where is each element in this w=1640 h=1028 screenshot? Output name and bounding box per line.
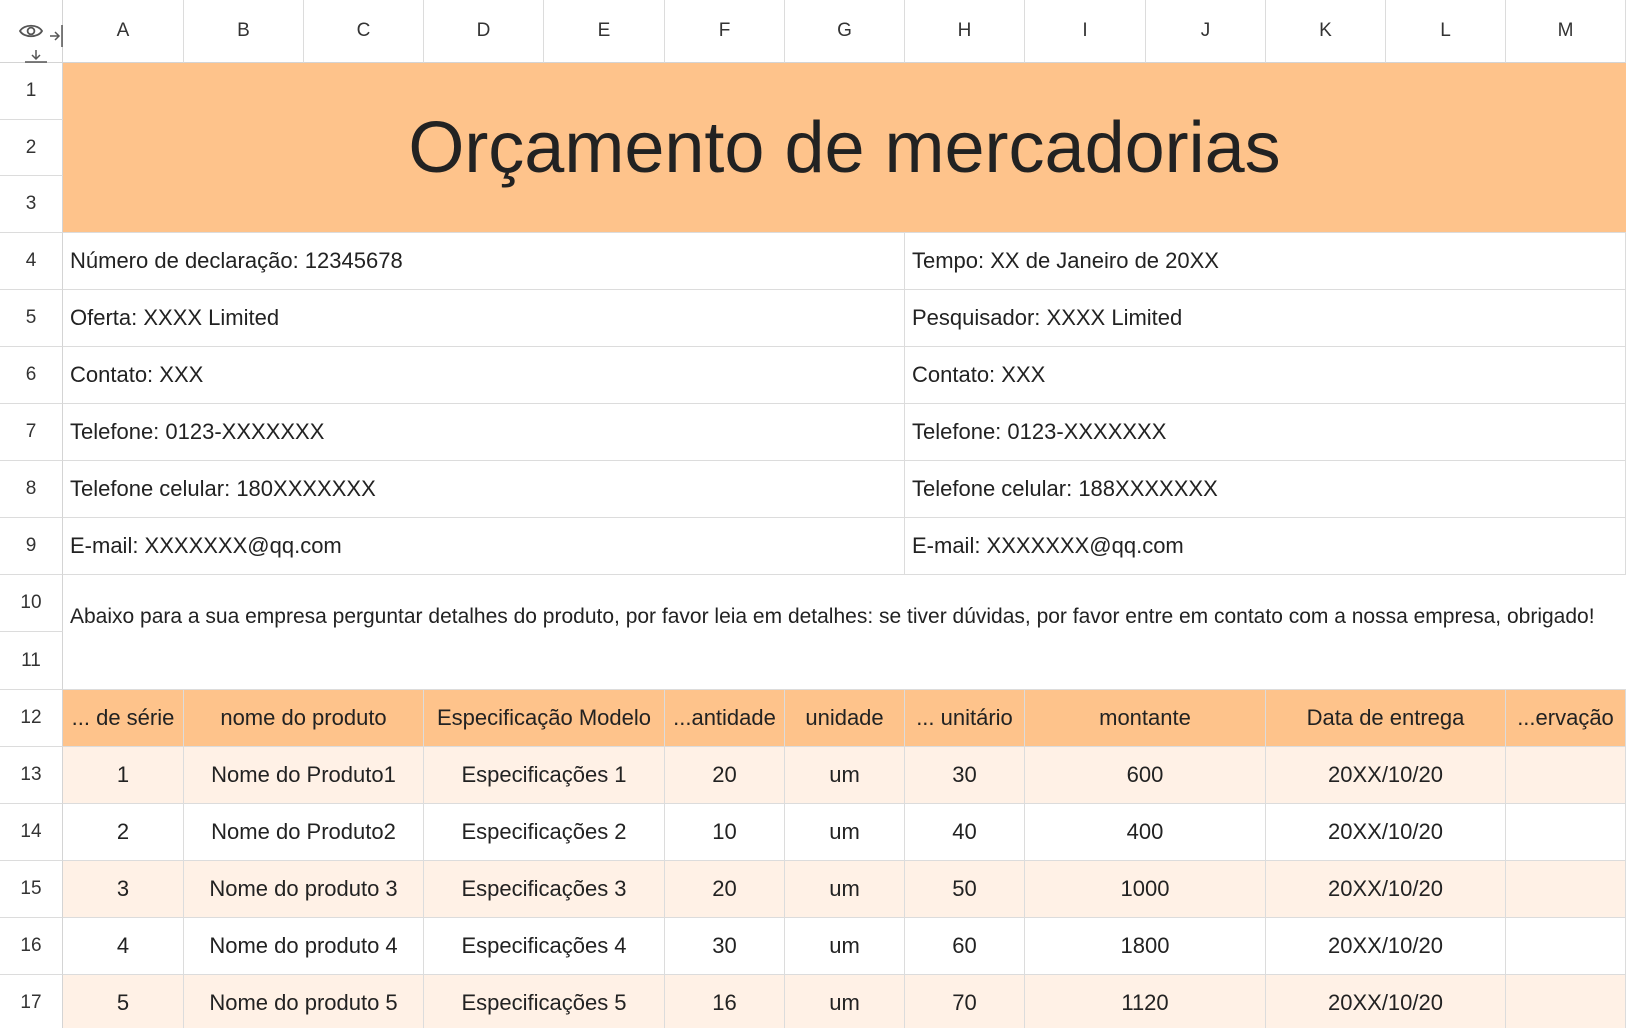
column-header-f[interactable]: F bbox=[665, 0, 785, 63]
table-cell-delivery-date[interactable]: 20XX/10/20 bbox=[1266, 918, 1506, 975]
table-cell-product-name[interactable]: Nome do Produto2 bbox=[184, 804, 424, 861]
info-left-5[interactable]: Telefone celular: 180XXXXXXX bbox=[63, 461, 905, 518]
table-cell-unit[interactable]: um bbox=[785, 804, 905, 861]
table-cell-amount[interactable]: 1000 bbox=[1025, 861, 1266, 918]
table-cell-product-name[interactable]: Nome do produto 5 bbox=[184, 975, 424, 1028]
select-all-corner[interactable] bbox=[0, 0, 63, 63]
column-header-d[interactable]: D bbox=[424, 0, 544, 63]
row-header-14[interactable]: 14 bbox=[0, 804, 63, 861]
row-header-16[interactable]: 16 bbox=[0, 918, 63, 975]
column-header-b[interactable]: B bbox=[184, 0, 304, 63]
table-cell-product-name[interactable]: Nome do produto 4 bbox=[184, 918, 424, 975]
table-cell-quantity[interactable]: 10 bbox=[665, 804, 785, 861]
table-header-unit[interactable]: unidade bbox=[785, 690, 905, 747]
row-header-11[interactable]: 11 bbox=[0, 632, 63, 690]
table-cell-quantity[interactable]: 20 bbox=[665, 861, 785, 918]
table-header-unit-price[interactable]: ... unitário bbox=[905, 690, 1025, 747]
table-cell-specification[interactable]: Especificações 1 bbox=[424, 747, 665, 804]
table-cell-delivery-date[interactable]: 20XX/10/20 bbox=[1266, 861, 1506, 918]
table-cell-serial[interactable]: 5 bbox=[63, 975, 184, 1028]
table-cell-delivery-date[interactable]: 20XX/10/20 bbox=[1266, 804, 1506, 861]
info-right-5[interactable]: Telefone celular: 188XXXXXXX bbox=[905, 461, 1626, 518]
table-cell-quantity[interactable]: 20 bbox=[665, 747, 785, 804]
table-cell-unit-price[interactable]: 60 bbox=[905, 918, 1025, 975]
info-left-3[interactable]: Contato: XXX bbox=[63, 347, 905, 404]
info-right-1[interactable]: Tempo: XX de Janeiro de 20XX bbox=[905, 233, 1626, 290]
table-cell-product-name[interactable]: Nome do produto 3 bbox=[184, 861, 424, 918]
table-cell-specification[interactable]: Especificações 5 bbox=[424, 975, 665, 1028]
table-header-product-name[interactable]: nome do produto bbox=[184, 690, 424, 747]
row-header-2[interactable]: 2 bbox=[0, 120, 63, 176]
info-right-4[interactable]: Telefone: 0123-XXXXXXX bbox=[905, 404, 1626, 461]
table-cell-remark[interactable] bbox=[1506, 747, 1626, 804]
table-cell-specification[interactable]: Especificações 4 bbox=[424, 918, 665, 975]
table-cell-specification[interactable]: Especificações 3 bbox=[424, 861, 665, 918]
table-cell-unit[interactable]: um bbox=[785, 918, 905, 975]
row-header-6[interactable]: 6 bbox=[0, 347, 63, 404]
row-header-1[interactable]: 1 bbox=[0, 63, 63, 120]
table-cell-unit-price[interactable]: 30 bbox=[905, 747, 1025, 804]
table-cell-amount[interactable]: 1120 bbox=[1025, 975, 1266, 1028]
column-header-m[interactable]: M bbox=[1506, 0, 1626, 63]
table-cell-delivery-date[interactable]: 20XX/10/20 bbox=[1266, 975, 1506, 1028]
table-header-delivery-date[interactable]: Data de entrega bbox=[1266, 690, 1506, 747]
column-header-j[interactable]: J bbox=[1146, 0, 1266, 63]
row-header-7[interactable]: 7 bbox=[0, 404, 63, 461]
table-cell-product-name[interactable]: Nome do Produto1 bbox=[184, 747, 424, 804]
table-cell-remark[interactable] bbox=[1506, 861, 1626, 918]
table-header-quantity[interactable]: ...antidade bbox=[665, 690, 785, 747]
table-cell-remark[interactable] bbox=[1506, 918, 1626, 975]
table-cell-remark[interactable] bbox=[1506, 804, 1626, 861]
table-cell-unit[interactable]: um bbox=[785, 861, 905, 918]
table-cell-unit[interactable]: um bbox=[785, 975, 905, 1028]
info-left-4[interactable]: Telefone: 0123-XXXXXXX bbox=[63, 404, 905, 461]
table-cell-quantity[interactable]: 30 bbox=[665, 918, 785, 975]
info-left-6[interactable]: E-mail: XXXXXXX@qq.com bbox=[63, 518, 905, 575]
notice-text[interactable]: Abaixo para a sua empresa perguntar detalhes do produto, por favor leia em detalhes: se tiver dúvidas, por favor entre em contato com a nossa empresa, obrigado! bbox=[63, 575, 1626, 690]
column-header-a[interactable]: A bbox=[63, 0, 184, 63]
sheet-title[interactable]: Orçamento de mercadorias bbox=[63, 63, 1626, 233]
row-header-12[interactable]: 12 bbox=[0, 690, 63, 747]
row-header-17[interactable]: 17 bbox=[0, 975, 63, 1028]
table-cell-serial[interactable]: 4 bbox=[63, 918, 184, 975]
table-cell-quantity[interactable]: 16 bbox=[665, 975, 785, 1028]
row-header-4[interactable]: 4 bbox=[0, 233, 63, 290]
table-cell-unit[interactable]: um bbox=[785, 747, 905, 804]
column-header-g[interactable]: G bbox=[785, 0, 905, 63]
info-left-1[interactable]: Número de declaração: 12345678 bbox=[63, 233, 905, 290]
table-header-amount[interactable]: montante bbox=[1025, 690, 1266, 747]
column-header-h[interactable]: H bbox=[905, 0, 1025, 63]
table-cell-serial[interactable]: 2 bbox=[63, 804, 184, 861]
table-header-remark[interactable]: ...ervação bbox=[1506, 690, 1626, 747]
row-header-5[interactable]: 5 bbox=[0, 290, 63, 347]
info-left-2[interactable]: Oferta: XXXX Limited bbox=[63, 290, 905, 347]
table-cell-unit-price[interactable]: 50 bbox=[905, 861, 1025, 918]
column-header-c[interactable]: C bbox=[304, 0, 424, 63]
table-cell-amount[interactable]: 1800 bbox=[1025, 918, 1266, 975]
table-cell-serial[interactable]: 1 bbox=[63, 747, 184, 804]
info-right-2[interactable]: Pesquisador: XXXX Limited bbox=[905, 290, 1626, 347]
row-header-8[interactable]: 8 bbox=[0, 461, 63, 518]
table-cell-amount[interactable]: 600 bbox=[1025, 747, 1266, 804]
column-header-i[interactable]: I bbox=[1025, 0, 1146, 63]
column-header-e[interactable]: E bbox=[544, 0, 665, 63]
table-cell-unit-price[interactable]: 70 bbox=[905, 975, 1025, 1028]
column-header-l[interactable]: L bbox=[1386, 0, 1506, 63]
row-header-9[interactable]: 9 bbox=[0, 518, 63, 575]
table-cell-remark[interactable] bbox=[1506, 975, 1626, 1028]
row-header-10[interactable]: 10 bbox=[0, 575, 63, 632]
info-right-3[interactable]: Contato: XXX bbox=[905, 347, 1626, 404]
row-header-3[interactable]: 3 bbox=[0, 176, 63, 233]
table-cell-amount[interactable]: 400 bbox=[1025, 804, 1266, 861]
column-header-k[interactable]: K bbox=[1266, 0, 1386, 63]
table-cell-delivery-date[interactable]: 20XX/10/20 bbox=[1266, 747, 1506, 804]
eye-icon[interactable] bbox=[18, 22, 44, 40]
row-header-15[interactable]: 15 bbox=[0, 861, 63, 918]
table-cell-serial[interactable]: 3 bbox=[63, 861, 184, 918]
table-cell-unit-price[interactable]: 40 bbox=[905, 804, 1025, 861]
table-cell-specification[interactable]: Especificações 2 bbox=[424, 804, 665, 861]
table-header-specification[interactable]: Especificação Modelo bbox=[424, 690, 665, 747]
info-right-6[interactable]: E-mail: XXXXXXX@qq.com bbox=[905, 518, 1626, 575]
table-header-serial[interactable]: ... de série bbox=[63, 690, 184, 747]
row-header-13[interactable]: 13 bbox=[0, 747, 63, 804]
